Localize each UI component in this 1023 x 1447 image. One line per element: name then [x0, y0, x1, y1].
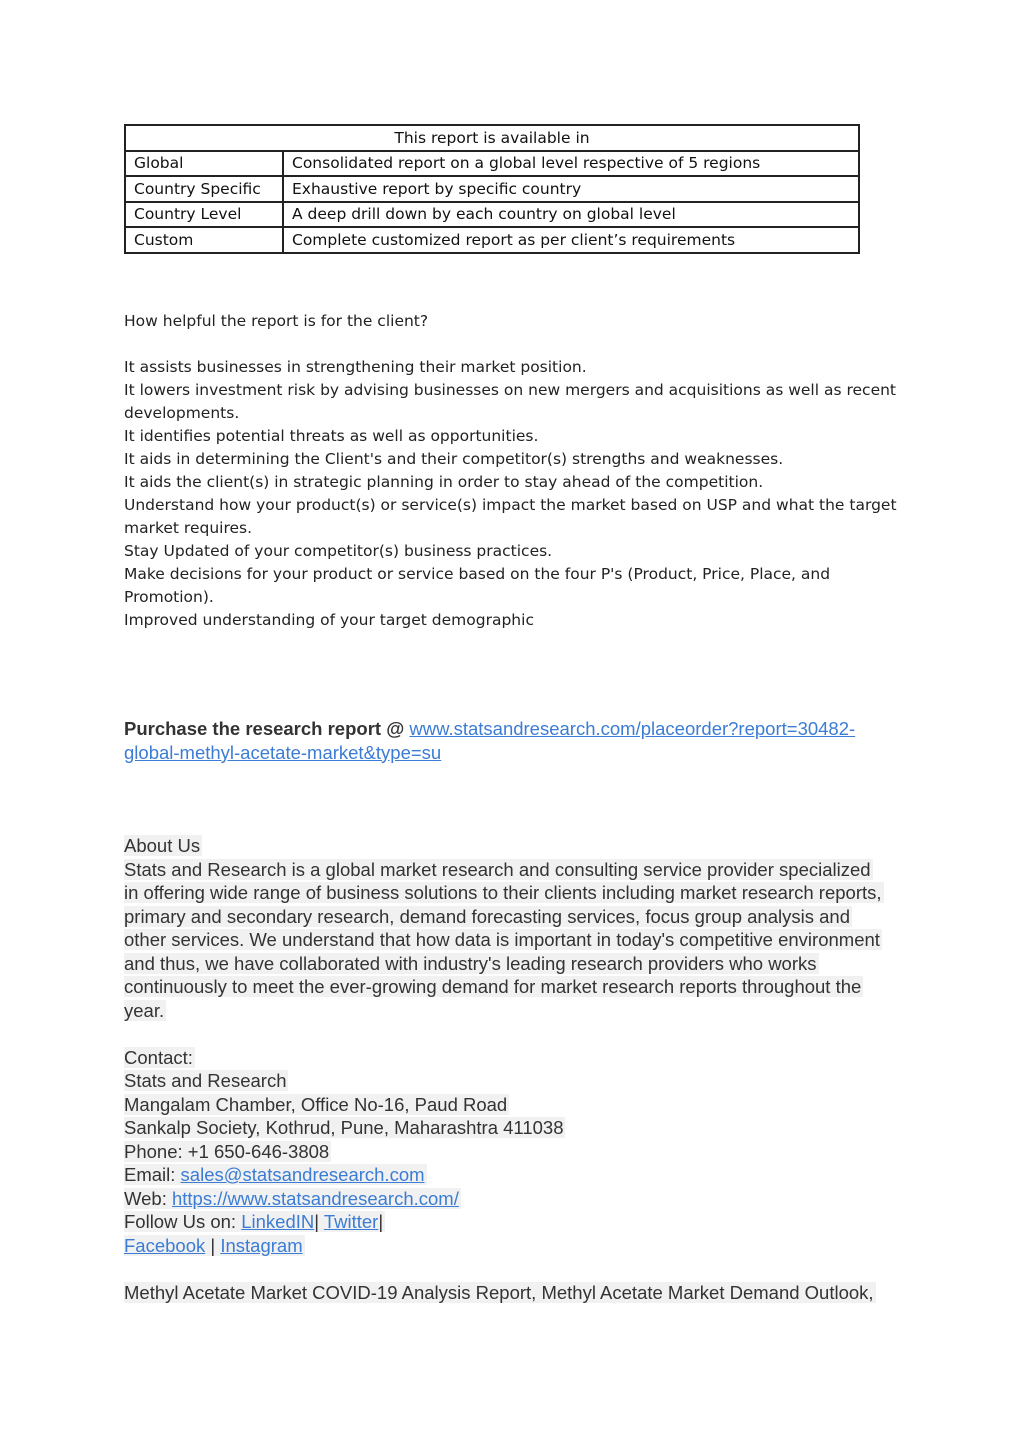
table-header-row [125, 125, 859, 151]
table-cell-type: Country Specific [125, 176, 283, 202]
separator: | [378, 1211, 384, 1232]
table-cell-desc: A deep drill down by each country on global level [283, 202, 859, 228]
about-text-line: in offering wide range of business solutions to their clients including market research reports, [124, 882, 882, 903]
about-text-line: year. [124, 999, 165, 1021]
question-heading: How helpful the report is for the client? [124, 312, 429, 330]
list-item: It aids in determining the Client's and their competitor(s) strengths and weaknesses. [124, 450, 784, 468]
purchase-section [124, 717, 894, 764]
about-section [124, 834, 909, 1304]
purchase-label: Purchase the research report @ [124, 718, 405, 739]
linkedin-link[interactable]: LinkedIN [241, 1211, 315, 1232]
availability-table [124, 124, 860, 254]
twitter-link[interactable]: Twitter [323, 1211, 379, 1232]
about-text-line: Stats and Research is a global market research and consulting service provider specialized [124, 858, 871, 880]
web-link[interactable]: https://www.statsandresearch.com/ [171, 1187, 459, 1209]
about-text-line: other services. We understand that how data is important in today's competitive environment [124, 929, 880, 950]
follow-label: Follow Us on: [124, 1211, 242, 1232]
contact-company: Stats and Research [124, 1070, 287, 1091]
list-item: It identifies potential threats as well as opportunities. [124, 427, 539, 445]
table-cell-type: Custom [125, 227, 283, 253]
table-cell-desc: Consolidated report on a global level respective of 5 regions [283, 151, 859, 177]
table-row [125, 151, 859, 177]
facebook-link[interactable]: Facebook [124, 1234, 206, 1256]
list-item: Understand how your product(s) or service(s) impact the market based on USP and what the target market requires. [124, 496, 897, 537]
about-text-line: and thus, we have collaborated with industry's leading research providers who works [124, 952, 817, 974]
table-cell-desc: Complete customized report as per client’s requirements [283, 227, 859, 253]
table-cell-type: Global [125, 151, 283, 177]
table-row [125, 202, 859, 228]
about-heading: About Us [124, 835, 201, 856]
benefits-list [124, 356, 904, 632]
web-label: Web: [124, 1187, 172, 1209]
separator: | [210, 1234, 216, 1256]
contact-address-line: Mangalam Chamber, Office No-16, Paud Road [124, 1093, 508, 1115]
contact-address-line: Sankalp Society, Kothrud, Pune, Maharashtra 411038 [124, 1117, 564, 1138]
separator: | [314, 1211, 320, 1232]
list-item: Stay Updated of your competitor(s) business practices. [124, 542, 553, 560]
table-cell-desc: Exhaustive report by specific country [283, 176, 859, 202]
list-item: Make decisions for your product or service based on the four P's (Product, Price, Place, and Promotion). [124, 565, 831, 606]
instagram-link[interactable]: Instagram [220, 1234, 303, 1256]
contact-phone: Phone: +1 650-646-3808 [124, 1140, 330, 1162]
table-header: This report is available in [125, 125, 859, 151]
about-text-line: primary and secondary research, demand forecasting services, focus group analysis and [124, 905, 850, 927]
list-item: Improved understanding of your target demographic [124, 611, 534, 629]
list-item: It aids the client(s) in strategic planning in order to stay ahead of the competition. [124, 473, 764, 491]
email-label: Email: [124, 1164, 181, 1185]
table-cell-type: Country Level [125, 202, 283, 228]
about-text-line: continuously to meet the ever-growing demand for market research reports throughout the [124, 976, 862, 997]
table-row [125, 227, 859, 253]
table-row [125, 176, 859, 202]
purchase-link[interactable]: www.statsandresearch.com/placeorder?report=30482-global-methyl-acetate-market&type=su [124, 718, 856, 763]
footer-text: Methyl Acetate Market COVID-19 Analysis Report, Methyl Acetate Market Demand Outlook, [124, 1281, 874, 1303]
email-link[interactable]: sales@statsandresearch.com [180, 1164, 425, 1185]
list-item: It lowers investment risk by advising businesses on new mergers and acquisitions as well as recent developments. [124, 381, 897, 422]
contact-heading: Contact: [124, 1046, 193, 1068]
list-item: It assists businesses in strengthening their market position. [124, 358, 587, 376]
